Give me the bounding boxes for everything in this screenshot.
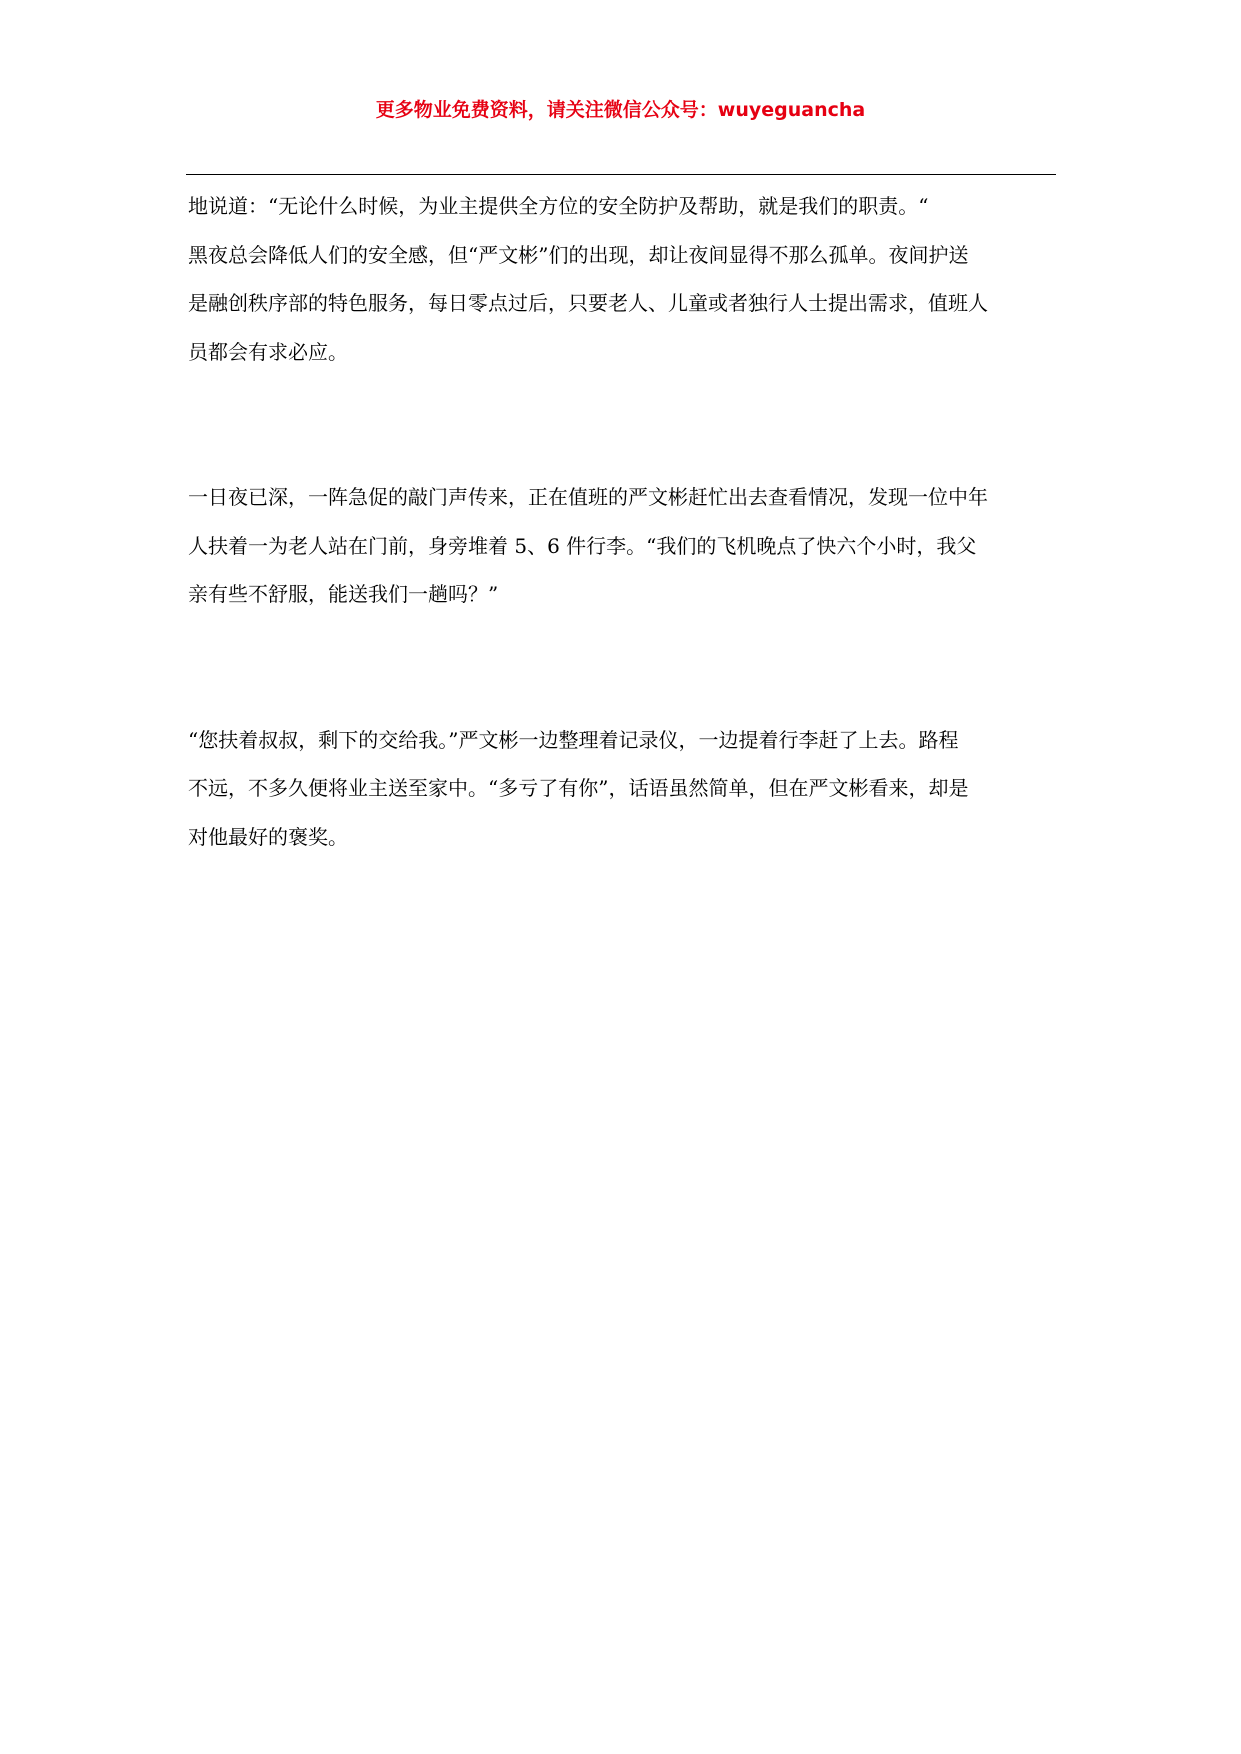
- paragraph-line: 对他最好的褒奖。: [188, 824, 348, 849]
- paragraph-line: 地说道：“无论什么时候，为业主提供全方位的安全防护及帮助，就是我们的职责。“: [188, 194, 929, 218]
- paragraph-line: “您扶着叔叔，剩下的交给我。”严文彬一边整理着记录仪，一边提着行李赶了上去。路程: [188, 727, 959, 752]
- header-divider: [186, 174, 1056, 175]
- paragraph-spacer: [188, 667, 1054, 716]
- paragraph-line: 黑夜总会降低人们的安全感，但“严文彬”们的出现，却让夜间显得不那么孤单。夜间护送: [188, 242, 969, 267]
- page-header: 更多物业免费资料，请关注微信公众号：wuyeguancha: [375, 99, 866, 121]
- paragraph: [188, 716, 1054, 862]
- paragraph: [188, 473, 1054, 619]
- paragraph-line: 员都会有求必应。: [188, 339, 348, 364]
- paragraph-spacer: [188, 425, 1054, 474]
- paragraph-line: 亲有些不舒服，能送我们一趟吗？”: [188, 582, 499, 606]
- paragraph-line: 人扶着一为老人站在门前，身旁堆着 5、6 件行李。“我们的飞机晚点了快六个小时，我父: [188, 533, 977, 558]
- paragraph: [188, 182, 1054, 376]
- article-body: [188, 182, 1054, 861]
- paragraph-spacer: [188, 376, 1054, 425]
- paragraph-line: 一日夜已深，一阵急促的敲门声传来，正在值班的严文彬赶忙出去查看情况，发现一位中年: [188, 485, 988, 509]
- paragraph-line: 是融创秩序部的特色服务，每日零点过后，只要老人、儿童或者独行人士提出需求，值班人: [188, 291, 988, 315]
- paragraph-line: 不远，不多久便将业主送至家中。“多亏了有你”，话语虽然简单，但在严文彬看来，却是: [188, 776, 969, 800]
- paragraph-spacer: [188, 619, 1054, 668]
